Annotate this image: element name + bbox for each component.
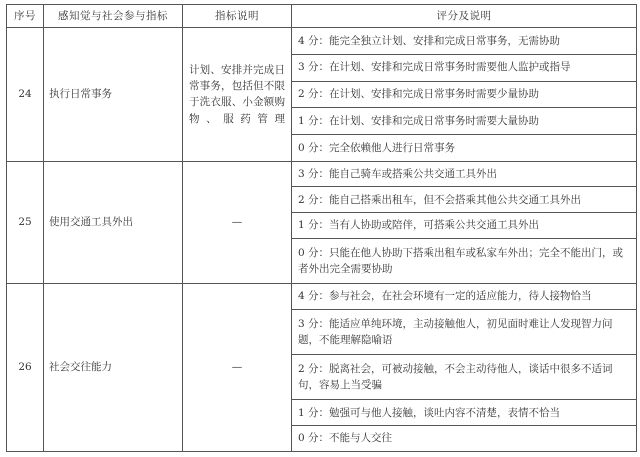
row-description: — bbox=[183, 161, 292, 283]
score-item: 3 分：能适应单纯环境，主动接触他人，初见面时难让人发现智力问题，不能理解隐喻语 bbox=[292, 309, 637, 354]
score-item: 1 分：勉强可与他人接触，谈吐内容不清楚，表情不恰当 bbox=[292, 400, 637, 426]
score-item: 3 分：能自己骑车或搭乘公共交通工具外出 bbox=[292, 161, 637, 187]
row-id: 26 bbox=[7, 284, 44, 452]
table-row bbox=[7, 284, 637, 310]
row-id: 24 bbox=[7, 28, 44, 162]
header-description: 指标说明 bbox=[183, 5, 292, 28]
row-description: — bbox=[183, 284, 292, 452]
score-item: 4 分：能完全独立计划、安排和完成日常事务，无需协助 bbox=[292, 28, 637, 55]
row-id: 25 bbox=[7, 161, 44, 283]
table-row bbox=[7, 28, 637, 55]
header-indicator: 感知觉与社会参与指标 bbox=[44, 5, 183, 28]
score-item: 3 分：在计划、安排和完成日常事务时需要他人监护或指导 bbox=[292, 54, 637, 81]
header-id: 序号 bbox=[7, 5, 44, 28]
score-item: 2 分：在计划、安排和完成日常事务时需要少量协助 bbox=[292, 81, 637, 108]
score-item: 0 分：不能与人交往 bbox=[292, 426, 637, 452]
table-row bbox=[7, 161, 637, 187]
score-item: 1 分：在计划、安排和完成日常事务时需要大量协助 bbox=[292, 108, 637, 135]
row-description: 计划、安排并完成日常事务，包括但不限于洗衣服、小金额购物、服药管理 bbox=[183, 28, 292, 162]
table-header-row bbox=[7, 5, 637, 28]
row-indicator: 使用交通工具外出 bbox=[44, 161, 183, 283]
score-item: 4 分：参与社会，在社会环境有一定的适应能力，待人接物恰当 bbox=[292, 284, 637, 310]
row-indicator: 社会交往能力 bbox=[44, 284, 183, 452]
score-item: 2 分：能自己搭乘出租车，但不会搭乘其他公共交通工具外出 bbox=[292, 187, 637, 213]
score-item: 1 分：当有人协助或陪伴，可搭乘公共交通工具外出 bbox=[292, 213, 637, 239]
row-indicator: 执行日常事务 bbox=[44, 28, 183, 162]
assessment-table bbox=[6, 4, 637, 452]
score-item: 0 分：完全依赖他人进行日常事务 bbox=[292, 135, 637, 162]
header-scoring: 评分及说明 bbox=[292, 5, 637, 28]
score-item: 2 分：脱离社会，可被动接触，不会主动待他人，谈话中很多不适词句，容易上当受骗 bbox=[292, 355, 637, 400]
score-item: 0 分：只能在他人协助下搭乘出租车或私家车外出；完全不能出门，或者外出完全需要协助 bbox=[292, 238, 637, 283]
